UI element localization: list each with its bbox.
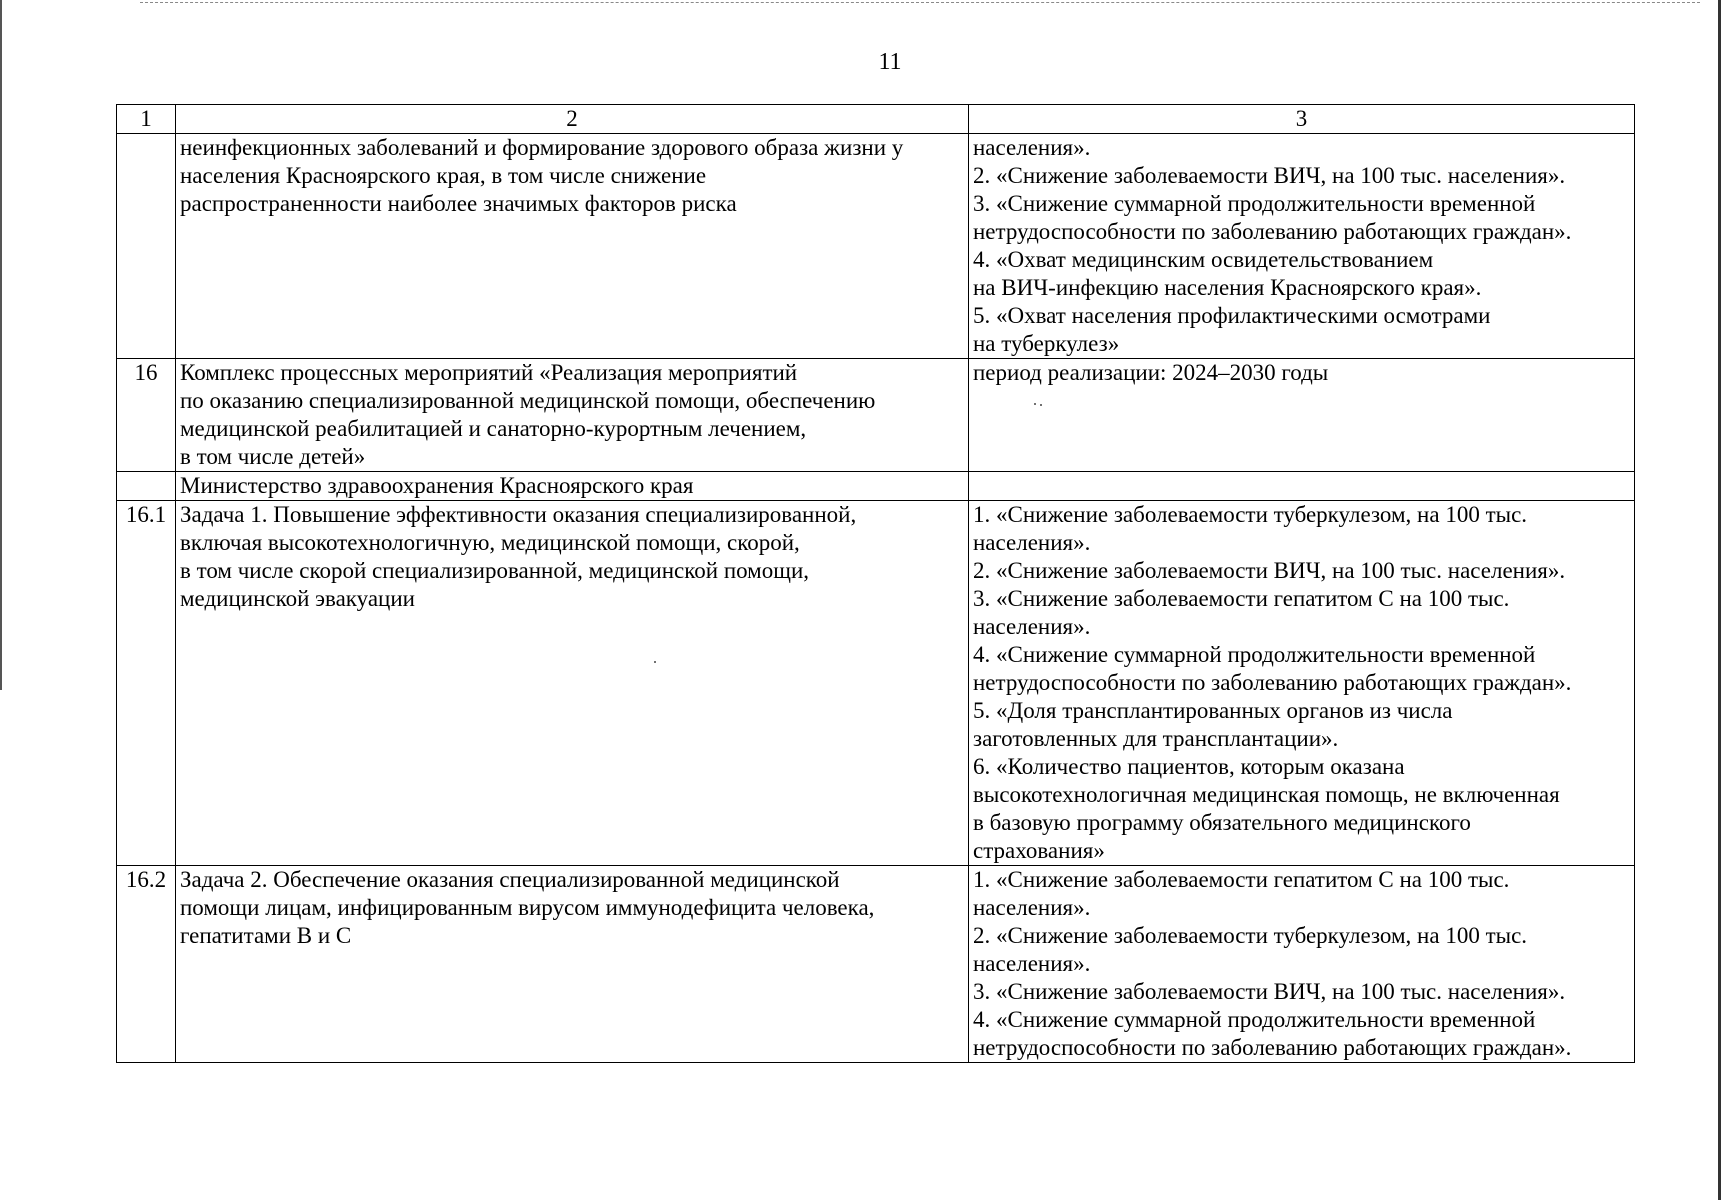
row-number-cell: 16.1 (117, 501, 176, 866)
text-line: гепатитами В и С (180, 923, 352, 948)
text-line: по оказанию специализированной медицинской помощи, обеспечению (180, 388, 876, 413)
text-line: 4. «Охват медицинским освидетельствованием (973, 247, 1434, 272)
text-line: населения Красноярского края, в том числе снижение (180, 163, 707, 188)
table-row (117, 359, 1635, 472)
indicators-cell (969, 134, 1635, 359)
scan-left-edge (0, 0, 2, 690)
indicators-cell (969, 359, 1635, 472)
text-line: включая высокотехнологичную, медицинской помощи, скорой, (180, 530, 800, 555)
row-number-cell: 16 (117, 359, 176, 472)
text-line: период реализации: 2024–2030 годы (973, 360, 1329, 385)
text-line: 4. «Снижение суммарной продолжительности временной (973, 1007, 1536, 1032)
text-line: распространенности наиболее значимых факторов риска (180, 191, 737, 216)
text-line: Министерство здравоохранения Красноярского края (180, 473, 694, 498)
text-line: в том числе скорой специализированной, медицинской помощи, (180, 558, 810, 583)
text-line: 3. «Снижение суммарной продолжительности временной (973, 191, 1536, 216)
text-line: 6. «Количество пациентов, которым оказана (973, 754, 1405, 779)
text-line: 1. «Снижение заболеваемости гепатитом С на 100 тыс. (973, 867, 1510, 892)
text-line: Задача 2. Обеспечение оказания специализированной медицинской (180, 867, 840, 892)
description-cell (176, 501, 969, 866)
text-line: 2. «Снижение заболеваемости ВИЧ, на 100 тыс. населения». (973, 558, 1566, 583)
description-cell (176, 359, 969, 472)
text-line: 2. «Снижение заболеваемости ВИЧ, на 100 тыс. населения». (973, 163, 1566, 188)
text-line: в том числе детей» (180, 444, 366, 469)
text-line: помощи лицам, инфицированным вирусом иммунодефицита человека, (180, 895, 875, 920)
text-line: высокотехнологичная медицинская помощь, не включенная (973, 782, 1560, 807)
text-line: медицинской эвакуации (180, 586, 415, 611)
text-line: на ВИЧ-инфекцию населения Красноярского края». (973, 275, 1482, 300)
indicators-cell (969, 472, 1635, 501)
table-row (117, 866, 1635, 1063)
text-line: населения». (973, 951, 1091, 976)
description-cell (176, 866, 969, 1063)
text-line: страхования» (973, 838, 1105, 863)
header-col-3: 3 (969, 105, 1635, 134)
text-line: 5. «Охват населения профилактическими осмотрами (973, 303, 1491, 328)
description-cell (176, 134, 969, 359)
text-line: 2. «Снижение заболеваемости туберкулезом, на 100 тыс. (973, 923, 1528, 948)
text-line: населения». (973, 530, 1091, 555)
text-line: 3. «Снижение заболеваемости гепатитом С на 100 тыс. (973, 586, 1510, 611)
text-line: медицинской реабилитацией и санаторно-курортным лечением, (180, 416, 807, 441)
text-line: населения». (973, 135, 1091, 160)
text-line: Задача 1. Повышение эффективности оказания специализированной, (180, 502, 857, 527)
scan-speck (1040, 404, 1042, 406)
text-line: нетрудоспособности по заболеванию работающих граждан». (973, 1035, 1572, 1060)
row-number-cell (117, 134, 176, 359)
scan-top-rule (140, 2, 1700, 3)
text-line: населения». (973, 614, 1091, 639)
header-col-2: 2 (176, 105, 969, 134)
text-line: нетрудоспособности по заболеванию работающих граждан». (973, 670, 1572, 695)
text-line: Комплекс процессных мероприятий «Реализация мероприятий (180, 360, 798, 385)
row-number-cell: 16.2 (117, 866, 176, 1063)
table-header-row (117, 105, 1635, 134)
description-cell (176, 472, 969, 501)
text-line: на туберкулез» (973, 331, 1120, 356)
scan-speck (654, 661, 656, 663)
text-line: 4. «Снижение суммарной продолжительности временной (973, 642, 1536, 667)
text-line: нетрудоспособности по заболеванию работающих граждан». (973, 219, 1572, 244)
text-line: заготовленных для трансплантации». (973, 726, 1339, 751)
text-line: в базовую программу обязательного медицинского (973, 810, 1471, 835)
indicators-cell (969, 501, 1635, 866)
indicators-cell (969, 866, 1635, 1063)
table-row (117, 501, 1635, 866)
text-line: неинфекционных заболеваний и формирование здорового образа жизни у (180, 135, 904, 160)
text-line: 1. «Снижение заболеваемости туберкулезом, на 100 тыс. (973, 502, 1528, 527)
text-line: населения». (973, 895, 1091, 920)
page-number: 11 (878, 49, 902, 75)
text-line: 3. «Снижение заболеваемости ВИЧ, на 100 тыс. населения». (973, 979, 1566, 1004)
table-row (117, 472, 1635, 501)
scan-speck (1034, 403, 1036, 405)
row-number-cell (117, 472, 176, 501)
header-col-1: 1 (117, 105, 176, 134)
text-line: 5. «Доля трансплантированных органов из числа (973, 698, 1453, 723)
table-row (117, 134, 1635, 359)
document-table (116, 104, 1635, 1063)
